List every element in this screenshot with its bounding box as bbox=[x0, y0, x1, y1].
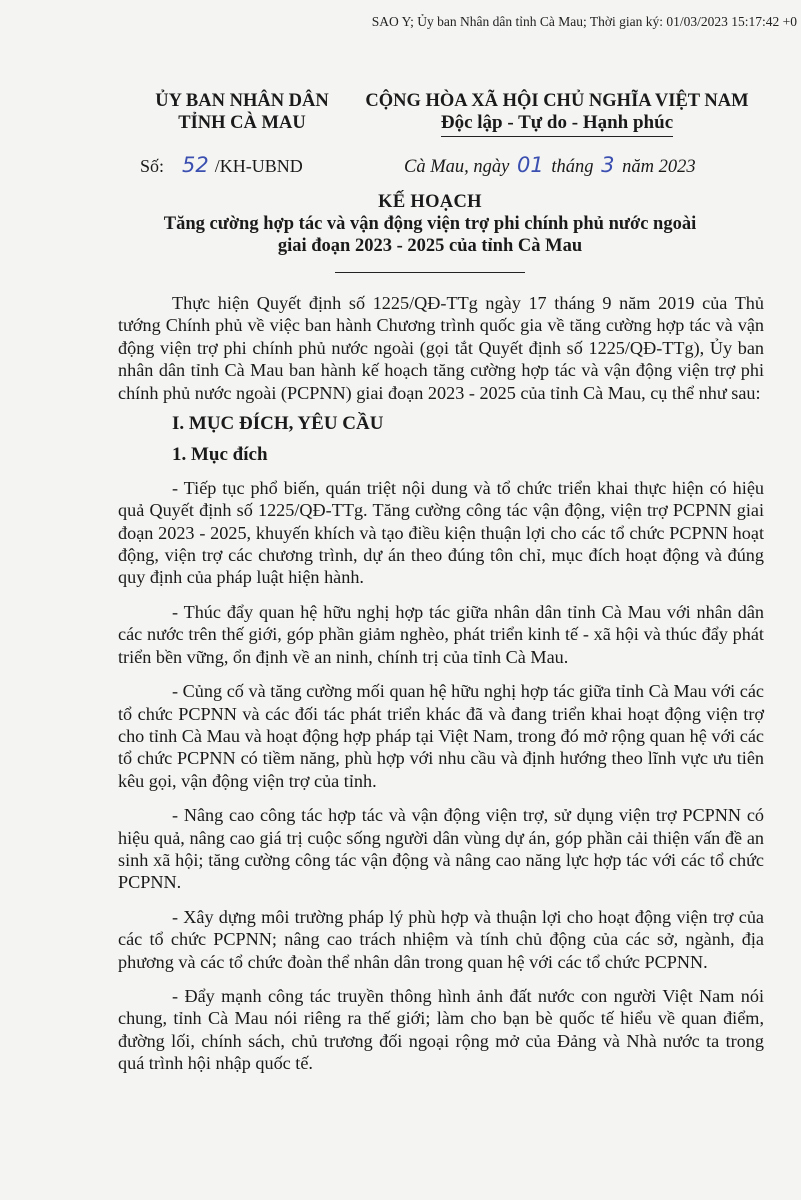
nation-name: CỘNG HÒA XÃ HỘI CHỦ NGHĨA VIỆT NAM bbox=[365, 91, 749, 111]
section-heading: I. MỤC ĐÍCH, YÊU CẦU bbox=[172, 413, 384, 435]
nation-motto: Độc lập - Tự do - Hạnh phúc bbox=[441, 112, 673, 137]
handwritten-month: 3 bbox=[601, 153, 615, 177]
title-underline bbox=[335, 272, 525, 273]
purpose-item: - Đẩy mạnh công tác truyền thông hình ảnh đất nước con người Việt Nam nói chung, tỉnh Cà Mau nói riêng ra thế giới; làm cho bạn bè quốc tế hiểu về quan điểm, đường lối, chính sách, chủ trương đối ngoại rộng mở của Đảng và Nhà nước ta trong quá trình hội nhập quốc tế. bbox=[118, 985, 764, 1074]
handwritten-doc-number: 52 bbox=[182, 153, 209, 177]
document-number bbox=[140, 153, 303, 177]
doc-number-prefix: Số: bbox=[140, 156, 165, 176]
purpose-item: - Nâng cao công tác hợp tác và vận động viện trợ, sử dụng viện trợ PCPNN có hiệu quả, nâng cao giá trị cuộc sống người dân vùng dự án, góp phần cải thiện vấn đề an sinh xã hội; tăng cường công tác vận động và nâng cao năng lực hợp tác với các tổ chức PCPNN. bbox=[118, 805, 764, 893]
subsection-heading: 1. Mục đích bbox=[172, 444, 268, 466]
intro-paragraph: Thực hiện Quyết định số 1225/QĐ-TTg ngày 17 tháng 9 năm 2019 của Thủ tướng Chính phủ về việc ban hành Chương trình quốc gia về tăng cường hợp tác và vận động viện trợ phi chính phủ nước ngoài (gọi tắt Quyết định số 1225/QĐ-TTg), Ủy ban nhân dân tỉnh Cà Mau ban hành kế hoạch tăng cường hợp tác và vận động viện trợ phi chính phủ nước ngoài (PCPNN) giai đoạn 2023 - 2025 của tỉnh Cà Mau, cụ thể như sau: bbox=[118, 293, 764, 403]
handwritten-day: 01 bbox=[516, 153, 544, 177]
title-line-2: giai đoạn 2023 - 2025 của tỉnh Cà Mau bbox=[277, 236, 583, 256]
title-line-1: Tăng cường hợp tác và vận động viện trợ phi chính phủ nước ngoài bbox=[163, 214, 697, 234]
date-line bbox=[404, 153, 696, 178]
agency-line-1: ỦY BAN NHÂN DÂN bbox=[155, 91, 329, 111]
agency-line-2: TỈNH CÀ MAU bbox=[178, 113, 306, 133]
title-main: KẾ HOẠCH bbox=[378, 192, 482, 212]
national-header bbox=[356, 90, 758, 137]
document-title bbox=[90, 191, 770, 279]
purpose-item: - Củng cố và tăng cường mối quan hệ hữu nghị hợp tác giữa tỉnh Cà Mau với các tổ chức PCPNN và các đối tác phát triển khác đã và đang triển khai hoạt động viện trợ cho tỉnh Cà Mau và hoạt động hợp pháp tại Việt Nam, trong đó mở rộng quan hệ với các tổ chức PCPNN có tiềm năng, phù hợp với nhu cầu và định hướng theo lĩnh vực ưu tiên kêu gọi, vận động viện trợ của tỉnh. bbox=[118, 681, 764, 791]
document-body bbox=[118, 292, 764, 1075]
date-year: năm 2023 bbox=[622, 157, 696, 177]
digital-signature-stamp: SAO Y; Ủy ban Nhân dân tỉnh Cà Mau; Thời gian ký: 01/03/2023 15:17:42 +0 bbox=[371, 14, 797, 29]
date-place: Cà Mau, ngày bbox=[404, 157, 510, 177]
purpose-item: - Xây dựng môi trường pháp lý phù hợp và thuận lợi cho hoạt động viện trợ của các tổ chức PCPNN; nâng cao trách nhiệm và tính chủ động của các sở, ngành, địa phương và các tổ chức đoàn thể nhân dân trong quan hệ với các tổ chức PCPNN. bbox=[118, 906, 764, 972]
purpose-item: - Tiếp tục phổ biến, quán triệt nội dung và tổ chức triển khai thực hiện có hiệu quả Quyết định số 1225/QĐ-TTg. Tăng cường công tác vận động, viện trợ PCPNN giai đoạn 2023 - 2025, khuyến khích và tạo điều kiện thuận lợi cho các tổ chức PCPNN hoạt động, viện trợ các chương trình, dự án theo đúng tôn chỉ, mục đích hoạt động và đúng quy định của pháp luật hiện hành. bbox=[118, 477, 764, 588]
issuing-agency bbox=[136, 90, 348, 134]
doc-number-suffix: /KH-UBND bbox=[214, 156, 303, 176]
purpose-item: - Thúc đẩy quan hệ hữu nghị hợp tác giữa nhân dân tỉnh Cà Mau với nhân dân các nước trên thế giới, góp phần giảm nghèo, phát triển kinh tế - xã hội và thúc đẩy phát triển bền vững, ổn định về an ninh, chính trị của tỉnh Cà Mau. bbox=[118, 601, 764, 667]
date-month-label: tháng bbox=[551, 157, 594, 177]
